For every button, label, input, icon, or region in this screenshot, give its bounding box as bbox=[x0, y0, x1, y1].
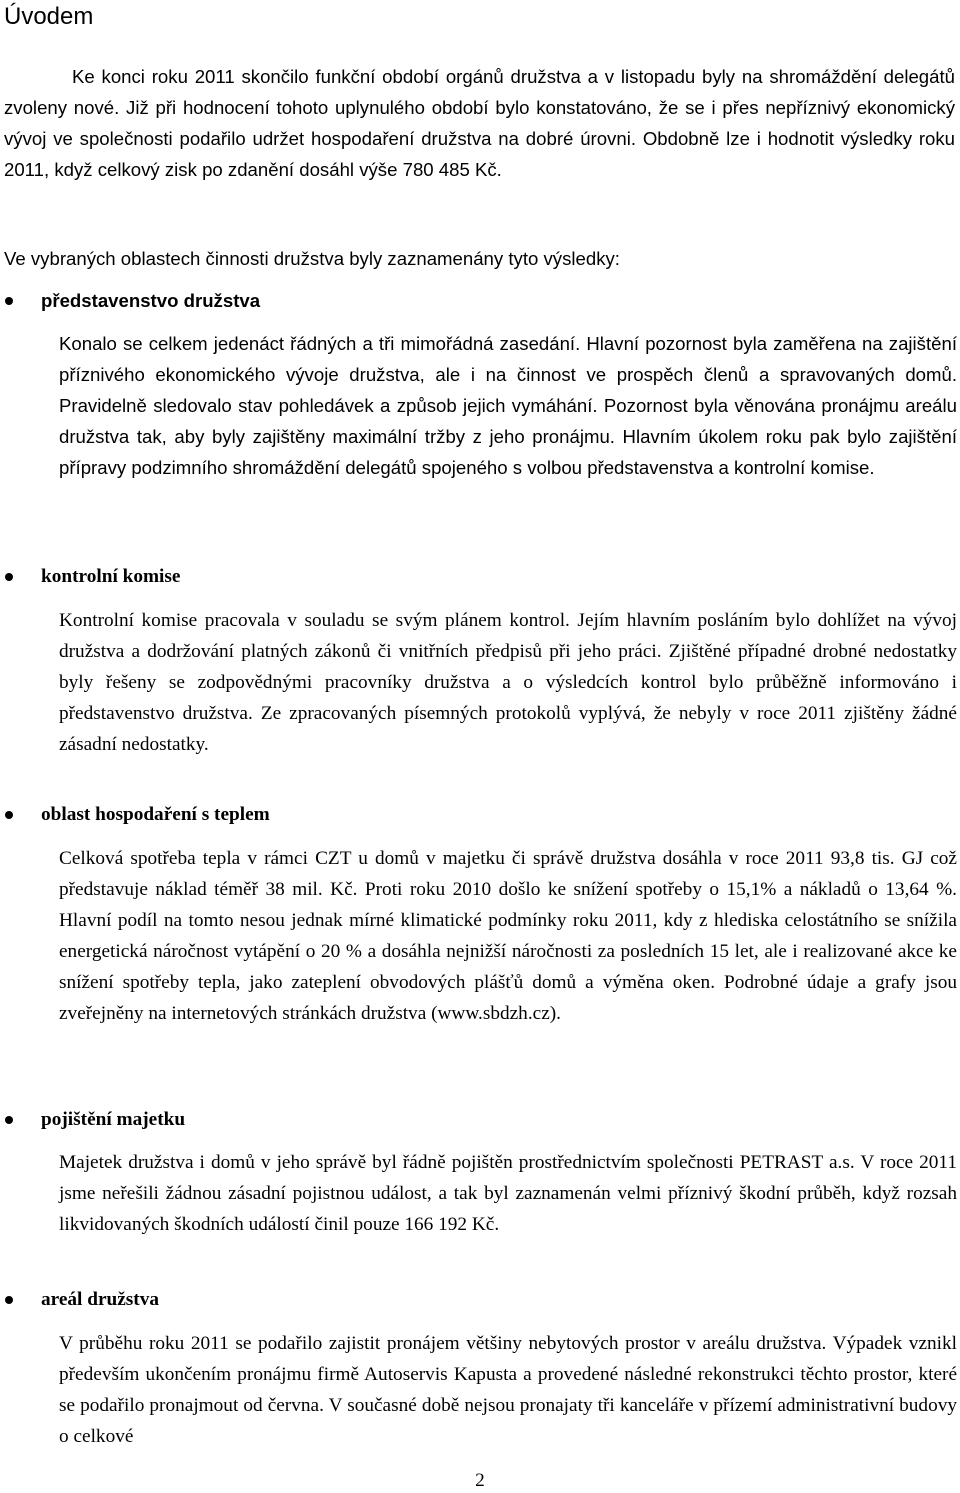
section-body-kontrolni-komise: Kontrolní komise pracovala v souladu se svým plánem kontrol. Jejím hlavním posláním bylo dohlížet na vývoj družstva a dodržování platných zákonů či vnitřních předpisů při jeho práci. Zjištěné případné drobné nedostatky byly řešeny se zodpovědnými pracovníky družstva a o výsledcích kontrol bylo průběžně informováno i představenstvo družstva. Ze zpracovaných písemných protokolů vyplývá, že nebyly v roce 2011 zjištěny žádné zásadní nedostatky. bbox=[59, 610, 957, 755]
section-body-predstavenstvo: Konalo se celkem jedenáct řádných a tři mimořádná zasedání. Hlavní pozornost byla zaměřena na zajištění příznivého ekonomického vývoje družstva, ale i na činnost ve prospěch členů a spravovaných domů. Pravidelně sledovalo stav pohledávek a způsob jejich vymáhání. Pozornost byla věnována pronájmu areálu družstva tak, aby byly zajištěny maximální tržby z jeho pronájmu. Hlavním úkolem roku pak bylo zajištění přípravy podzimního shromáždění delegátů spojeného s volbou představenstva a kontrolní komise. bbox=[59, 333, 957, 478]
section-title: areál družstva bbox=[41, 1289, 159, 1310]
section-heading-areal bbox=[0, 1284, 960, 1315]
bullet-icon bbox=[5, 811, 13, 819]
section-title: oblast hospodaření s teplem bbox=[41, 804, 270, 825]
page-heading: Úvodem bbox=[4, 3, 94, 30]
intro-paragraph: Ke konci roku 2011 skončilo funkční období orgánů družstva a v listopadu byly na shromáždění delegátů zvoleny nové. Již při hodnocení tohoto uplynulého období bylo konstatováno, že se i přes nepříznivý ekonomický vývoj ve společnosti podařilo udržet hospodaření družstva na dobré úrovni. Obdobně lze i hodnotit výsledky roku 2011, když celkový zisk po zdanění dosáhl výše 780 485 Kč. bbox=[4, 66, 955, 180]
bullet-icon bbox=[5, 1116, 13, 1124]
section-title: pojištění majetku bbox=[41, 1109, 186, 1130]
section-title: představenstvo družstva bbox=[41, 290, 261, 311]
section-heading-pojisteni bbox=[0, 1104, 960, 1135]
section-heading-predstavenstvo bbox=[0, 285, 960, 316]
bullet-icon bbox=[5, 1296, 13, 1304]
bullet-icon bbox=[5, 297, 13, 305]
section-body-areal: V průběhu roku 2011 se podařilo zajistit pronájem většiny nebytových prostor v areálu družstva. Výpadek vznikl především ukončením pronájmu firmě Autoservis Kapusta a provedené následné rekonstrukci těchto prostor, které se podařilo pronajmout od června. V současné době nejsou pronajaty tři kanceláře v přízemí administrativní budovy o celkové bbox=[59, 1333, 957, 1447]
bullet-icon bbox=[5, 573, 13, 581]
page-number: 2 bbox=[475, 1470, 485, 1491]
section-title: kontrolní komise bbox=[41, 566, 181, 587]
section-heading-kontrolni-komise bbox=[0, 561, 960, 592]
section-body-pojisteni: Majetek družstva i domů v jeho správě byl řádně pojištěn prostřednictvím společnosti PETRAST a.s. V roce 2011 jsme neřešili žádnou zásadní pojistnou událost, a tak byl zaznamenán velmi příznivý škodní průběh, když rozsah likvidovaných škodních událostí činil pouze 166 192 Kč. bbox=[59, 1152, 957, 1235]
lead-sentence: Ve vybraných oblastech činnosti družstva byly zaznamenány tyto výsledky: bbox=[4, 248, 620, 269]
section-body-teplo: Celková spotřeba tepla v rámci CZT u domů v majetku či správě družstva dosáhla v roce 2011 93,8 tis. GJ což představuje náklad téměř 38 mil. Kč. Proti roku 2010 došlo ke snížení spotřeby o 15,1% a nákladů o 13,64 %. Hlavní podíl na tomto nesou jednak mírné klimatické podmínky roku 2011, kdy z hlediska celostátního se snížila energetická náročnost vytápění o 20 % a dosáhla nejnižší náročnosti za posledních 15 let, ale i realizované akce ke snížení spotřeby tepla, jako zateplení obvodových plášťů domů a výměna oken. Podrobné údaje a grafy jsou zveřejněny na internetových stránkách družstva (www.sbdzh.cz). bbox=[59, 848, 957, 1024]
section-heading-teplo bbox=[0, 799, 960, 830]
